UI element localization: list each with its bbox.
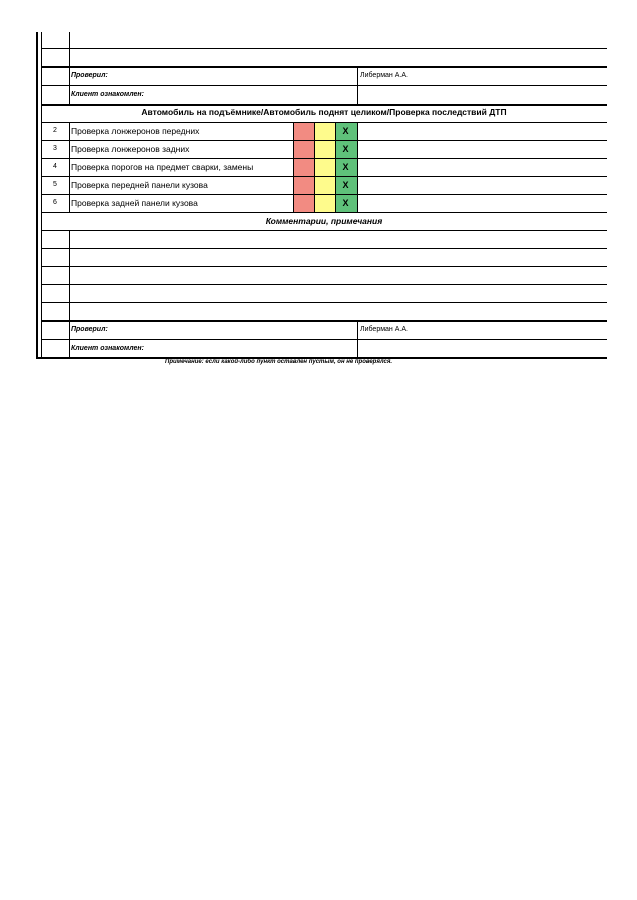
checked-by-label: Проверил: [71,72,108,79]
left-border-outer [36,32,38,358]
status-warn-cell[interactable] [314,123,335,140]
item-number: 4 [53,163,57,170]
status-bad-cell[interactable] [293,141,314,158]
status-ok-mark: X [342,126,349,136]
checked-by-label: Проверил: [71,326,108,333]
item-number: 6 [53,199,57,206]
client-acknowledged-label: Клиент ознакомлен: [71,345,144,352]
item-label: Проверка порогов на предмет сварки, замены [71,162,254,172]
row-line [41,230,607,231]
row-line [41,212,607,213]
checked-by-value: Либерман А.А. [360,326,408,333]
footnote: Примечание: если какой-либо пункт оставлен пустым, он не проверялся. [165,359,393,365]
row-line [41,266,607,267]
row-line [41,339,607,340]
row-line [41,320,607,322]
comment-col-divider [69,230,70,320]
row-line [41,248,607,249]
item-number: 3 [53,145,57,152]
item-label: Проверка лонжеронов передних [71,126,200,136]
row-line [41,85,607,86]
status-warn-cell[interactable] [314,159,335,176]
status-warn-cell[interactable] [314,195,335,212]
item-col-divider [293,122,294,212]
left-border-inner [41,32,42,358]
item-label: Проверка задней панели кузова [71,198,198,208]
row-line [41,284,607,285]
row-line [41,176,607,177]
item-number: 2 [53,127,57,134]
item-label: Проверка передней панели кузова [71,180,208,190]
lift-section-title: Автомобиль на подъёмнике/Автомобиль поднят целиком/Проверка последствий ДТП [141,107,507,117]
status-bad-cell[interactable] [293,159,314,176]
status-bad-cell[interactable] [293,195,314,212]
item-col-divider [357,122,358,212]
checked-by-value: Либерман А.А. [360,72,408,79]
comments-section-title: Комментарии, примечания [265,216,383,226]
row-line [41,140,607,141]
row-line [41,48,607,49]
status-ok-mark: X [342,198,349,208]
number-column-divider [69,32,70,66]
row-line [41,66,607,68]
client-acknowledged-label: Клиент ознакомлен: [71,91,144,98]
status-warn-cell[interactable] [314,141,335,158]
item-col-divider [314,122,315,212]
item-label: Проверка лонжеронов задних [71,144,190,154]
status-ok-mark: X [342,180,349,190]
status-ok-mark: X [342,162,349,172]
item-number: 5 [53,181,57,188]
row-line [41,104,607,106]
status-warn-cell[interactable] [314,177,335,194]
status-bad-cell[interactable] [293,123,314,140]
item-col-divider [69,122,70,212]
status-ok-mark: X [342,144,349,154]
status-bad-cell[interactable] [293,177,314,194]
row-line [41,158,607,159]
row-line [41,302,607,303]
item-col-divider [335,122,336,212]
row-line [41,194,607,195]
